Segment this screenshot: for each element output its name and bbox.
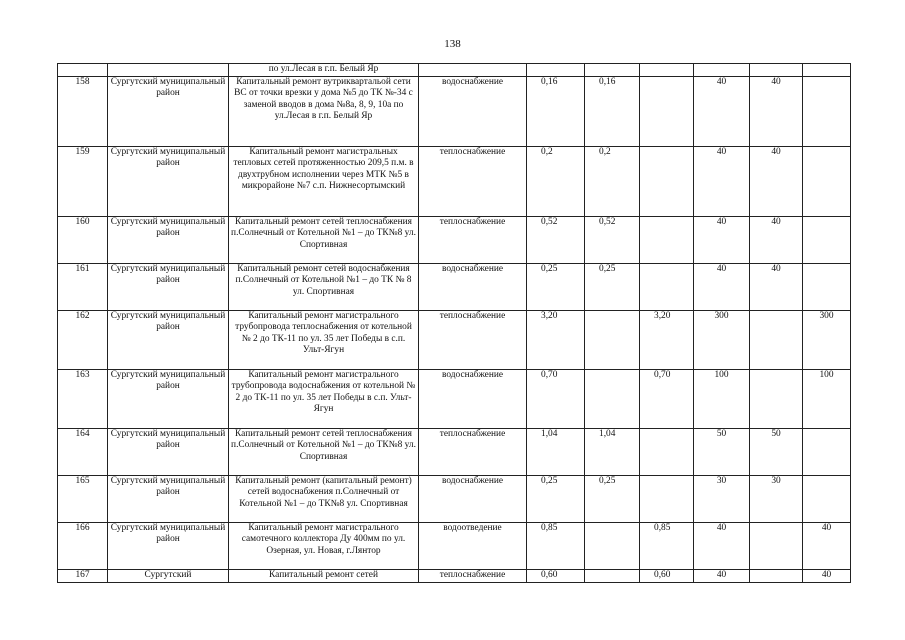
row-number: 167 <box>58 569 108 582</box>
row-number: 166 <box>58 522 108 569</box>
projects-table <box>57 63 851 583</box>
table-row <box>58 475 851 522</box>
table-row <box>58 569 851 582</box>
district-cell: Сургутский муниципальный район <box>108 428 229 475</box>
type-cell: теплоснабжение <box>419 569 527 582</box>
table-row <box>58 310 851 369</box>
table-row <box>58 216 851 263</box>
value-cell: 40 <box>750 146 803 216</box>
value-cell: 40 <box>694 216 750 263</box>
row-number: 164 <box>58 428 108 475</box>
table-row <box>58 146 851 216</box>
value-cell: 1,04 <box>527 428 585 475</box>
title-cell: Капитальный ремонт сетей теплоснабжения п.Солнечный от Котельной №1 – до ТК№8 ул. Спортивная <box>229 428 419 475</box>
value-cell: 0,25 <box>585 475 640 522</box>
value-cell: 3,20 <box>527 310 585 369</box>
value-cell <box>803 146 851 216</box>
type-cell: теплоснабжение <box>419 216 527 263</box>
value-cell: 40 <box>750 216 803 263</box>
value-cell: 40 <box>694 263 750 310</box>
value-cell <box>750 522 803 569</box>
district-cell: Сургутский муниципальный район <box>108 522 229 569</box>
type-cell: теплоснабжение <box>419 146 527 216</box>
value-cell: 300 <box>694 310 750 369</box>
value-cell <box>803 76 851 146</box>
title-cell: Капитальный ремонт сетей <box>229 569 419 582</box>
value-cell: 100 <box>803 369 851 428</box>
value-cell: 0,60 <box>640 569 694 582</box>
district-cell: Сургутский муниципальный район <box>108 263 229 310</box>
title-cell: Капитальный ремонт сетей водоснабжения п.Солнечный от Котельной №1 – до ТК № 8 ул. Спортивная <box>229 263 419 310</box>
district-cell: Сургутский муниципальный район <box>108 369 229 428</box>
title-cell: Капитальный ремонт магистрального самотечного коллектора Ду 400мм по ул. Озерная, ул. Новая, г.Лянтор <box>229 522 419 569</box>
district-cell: Сургутский муниципальный район <box>108 76 229 146</box>
value-cell <box>585 369 640 428</box>
table-row <box>58 369 851 428</box>
value-cell <box>803 475 851 522</box>
district-cell: Сургутский муниципальный район <box>108 216 229 263</box>
title-cell: Капитальный ремонт вутриквартальой сети ВС от точки врезки у дома №5 до ТК №-34 с заменой вводов в дома №8а, 8, 9, 10а по ул.Лесая в г.п. Белый Яр <box>229 76 419 146</box>
value-cell: 0,16 <box>527 76 585 146</box>
value-cell: 30 <box>750 475 803 522</box>
value-cell <box>640 216 694 263</box>
row-number: 165 <box>58 475 108 522</box>
value-cell <box>803 216 851 263</box>
type-cell: водоотведение <box>419 522 527 569</box>
table-row <box>58 522 851 569</box>
value-cell: 30 <box>694 475 750 522</box>
value-cell: 0,25 <box>527 475 585 522</box>
value-cell: 40 <box>694 146 750 216</box>
value-cell: 0,70 <box>640 369 694 428</box>
value-cell: 3,20 <box>640 310 694 369</box>
value-cell <box>803 263 851 310</box>
value-cell <box>585 569 640 582</box>
district-cell: Сургутский <box>108 569 229 582</box>
value-cell: 0,16 <box>585 76 640 146</box>
value-cell: 0,70 <box>527 369 585 428</box>
title-cell: Капитальный ремонт сетей теплоснабжения п.Солнечный от Котельной №1 – до ТК№8 ул. Спортивная <box>229 216 419 263</box>
value-cell: 40 <box>750 76 803 146</box>
type-cell: водоснабжение <box>419 263 527 310</box>
type-cell: водоснабжение <box>419 76 527 146</box>
row-number: 161 <box>58 263 108 310</box>
district-cell: Сургутский муниципальный район <box>108 475 229 522</box>
value-cell: 40 <box>803 569 851 582</box>
row-number: 160 <box>58 216 108 263</box>
value-cell: 40 <box>694 522 750 569</box>
table-row <box>58 428 851 475</box>
value-cell: 40 <box>803 522 851 569</box>
value-cell: 40 <box>694 569 750 582</box>
value-cell: 0,25 <box>527 263 585 310</box>
carry-over-text: по ул.Лесая в г.п. Белый Яр <box>229 64 419 77</box>
value-cell <box>750 369 803 428</box>
value-cell <box>640 76 694 146</box>
value-cell: 0,60 <box>527 569 585 582</box>
title-cell: Капитальный ремонт магистральных тепловых сетей протяженностью 209,5 п.м. в двухтрубном исполнении через МТК №5 в микрорайоне №7 с.п. Нижнесортымский <box>229 146 419 216</box>
value-cell: 0,85 <box>640 522 694 569</box>
value-cell <box>640 428 694 475</box>
value-cell: 0,52 <box>527 216 585 263</box>
value-cell <box>640 475 694 522</box>
type-cell: теплоснабжение <box>419 310 527 369</box>
value-cell: 50 <box>694 428 750 475</box>
carry-over-row <box>58 64 851 77</box>
value-cell: 50 <box>750 428 803 475</box>
value-cell <box>640 263 694 310</box>
value-cell: 40 <box>694 76 750 146</box>
value-cell: 0,25 <box>585 263 640 310</box>
type-cell: водоснабжение <box>419 475 527 522</box>
title-cell: Капитальный ремонт (капитальный ремонт) сетей водоснабжения п.Солнечный от Котельной №1 – до ТК№8 ул. Спортивная <box>229 475 419 522</box>
type-cell: водоснабжение <box>419 369 527 428</box>
page-number: 138 <box>444 38 461 50</box>
row-number: 159 <box>58 146 108 216</box>
value-cell <box>750 569 803 582</box>
value-cell: 100 <box>694 369 750 428</box>
value-cell <box>585 522 640 569</box>
value-cell: 0,85 <box>527 522 585 569</box>
table-row <box>58 76 851 146</box>
type-cell: теплоснабжение <box>419 428 527 475</box>
value-cell: 0,2 <box>585 146 640 216</box>
value-cell <box>803 428 851 475</box>
value-cell: 0,52 <box>585 216 640 263</box>
value-cell <box>640 146 694 216</box>
value-cell <box>750 310 803 369</box>
row-number: 163 <box>58 369 108 428</box>
value-cell <box>585 310 640 369</box>
value-cell: 300 <box>803 310 851 369</box>
table-row <box>58 263 851 310</box>
title-cell: Капитальный ремонт магистрального трубопровода теплоснабжения от котельной № 2 до ТК-11 по ул. 35 лет Победы в с.п. Ульт-Ягун <box>229 310 419 369</box>
value-cell: 0,2 <box>527 146 585 216</box>
value-cell: 1,04 <box>585 428 640 475</box>
row-number: 158 <box>58 76 108 146</box>
row-number: 162 <box>58 310 108 369</box>
district-cell: Сургутский муниципальный район <box>108 146 229 216</box>
title-cell: Капитальный ремонт магистрального трубопровода водоснабжения от котельной № 2 до ТК-11 по ул. 35 лет Победы в с.п. Ульт-Ягун <box>229 369 419 428</box>
district-cell: Сургутский муниципальный район <box>108 310 229 369</box>
value-cell: 40 <box>750 263 803 310</box>
